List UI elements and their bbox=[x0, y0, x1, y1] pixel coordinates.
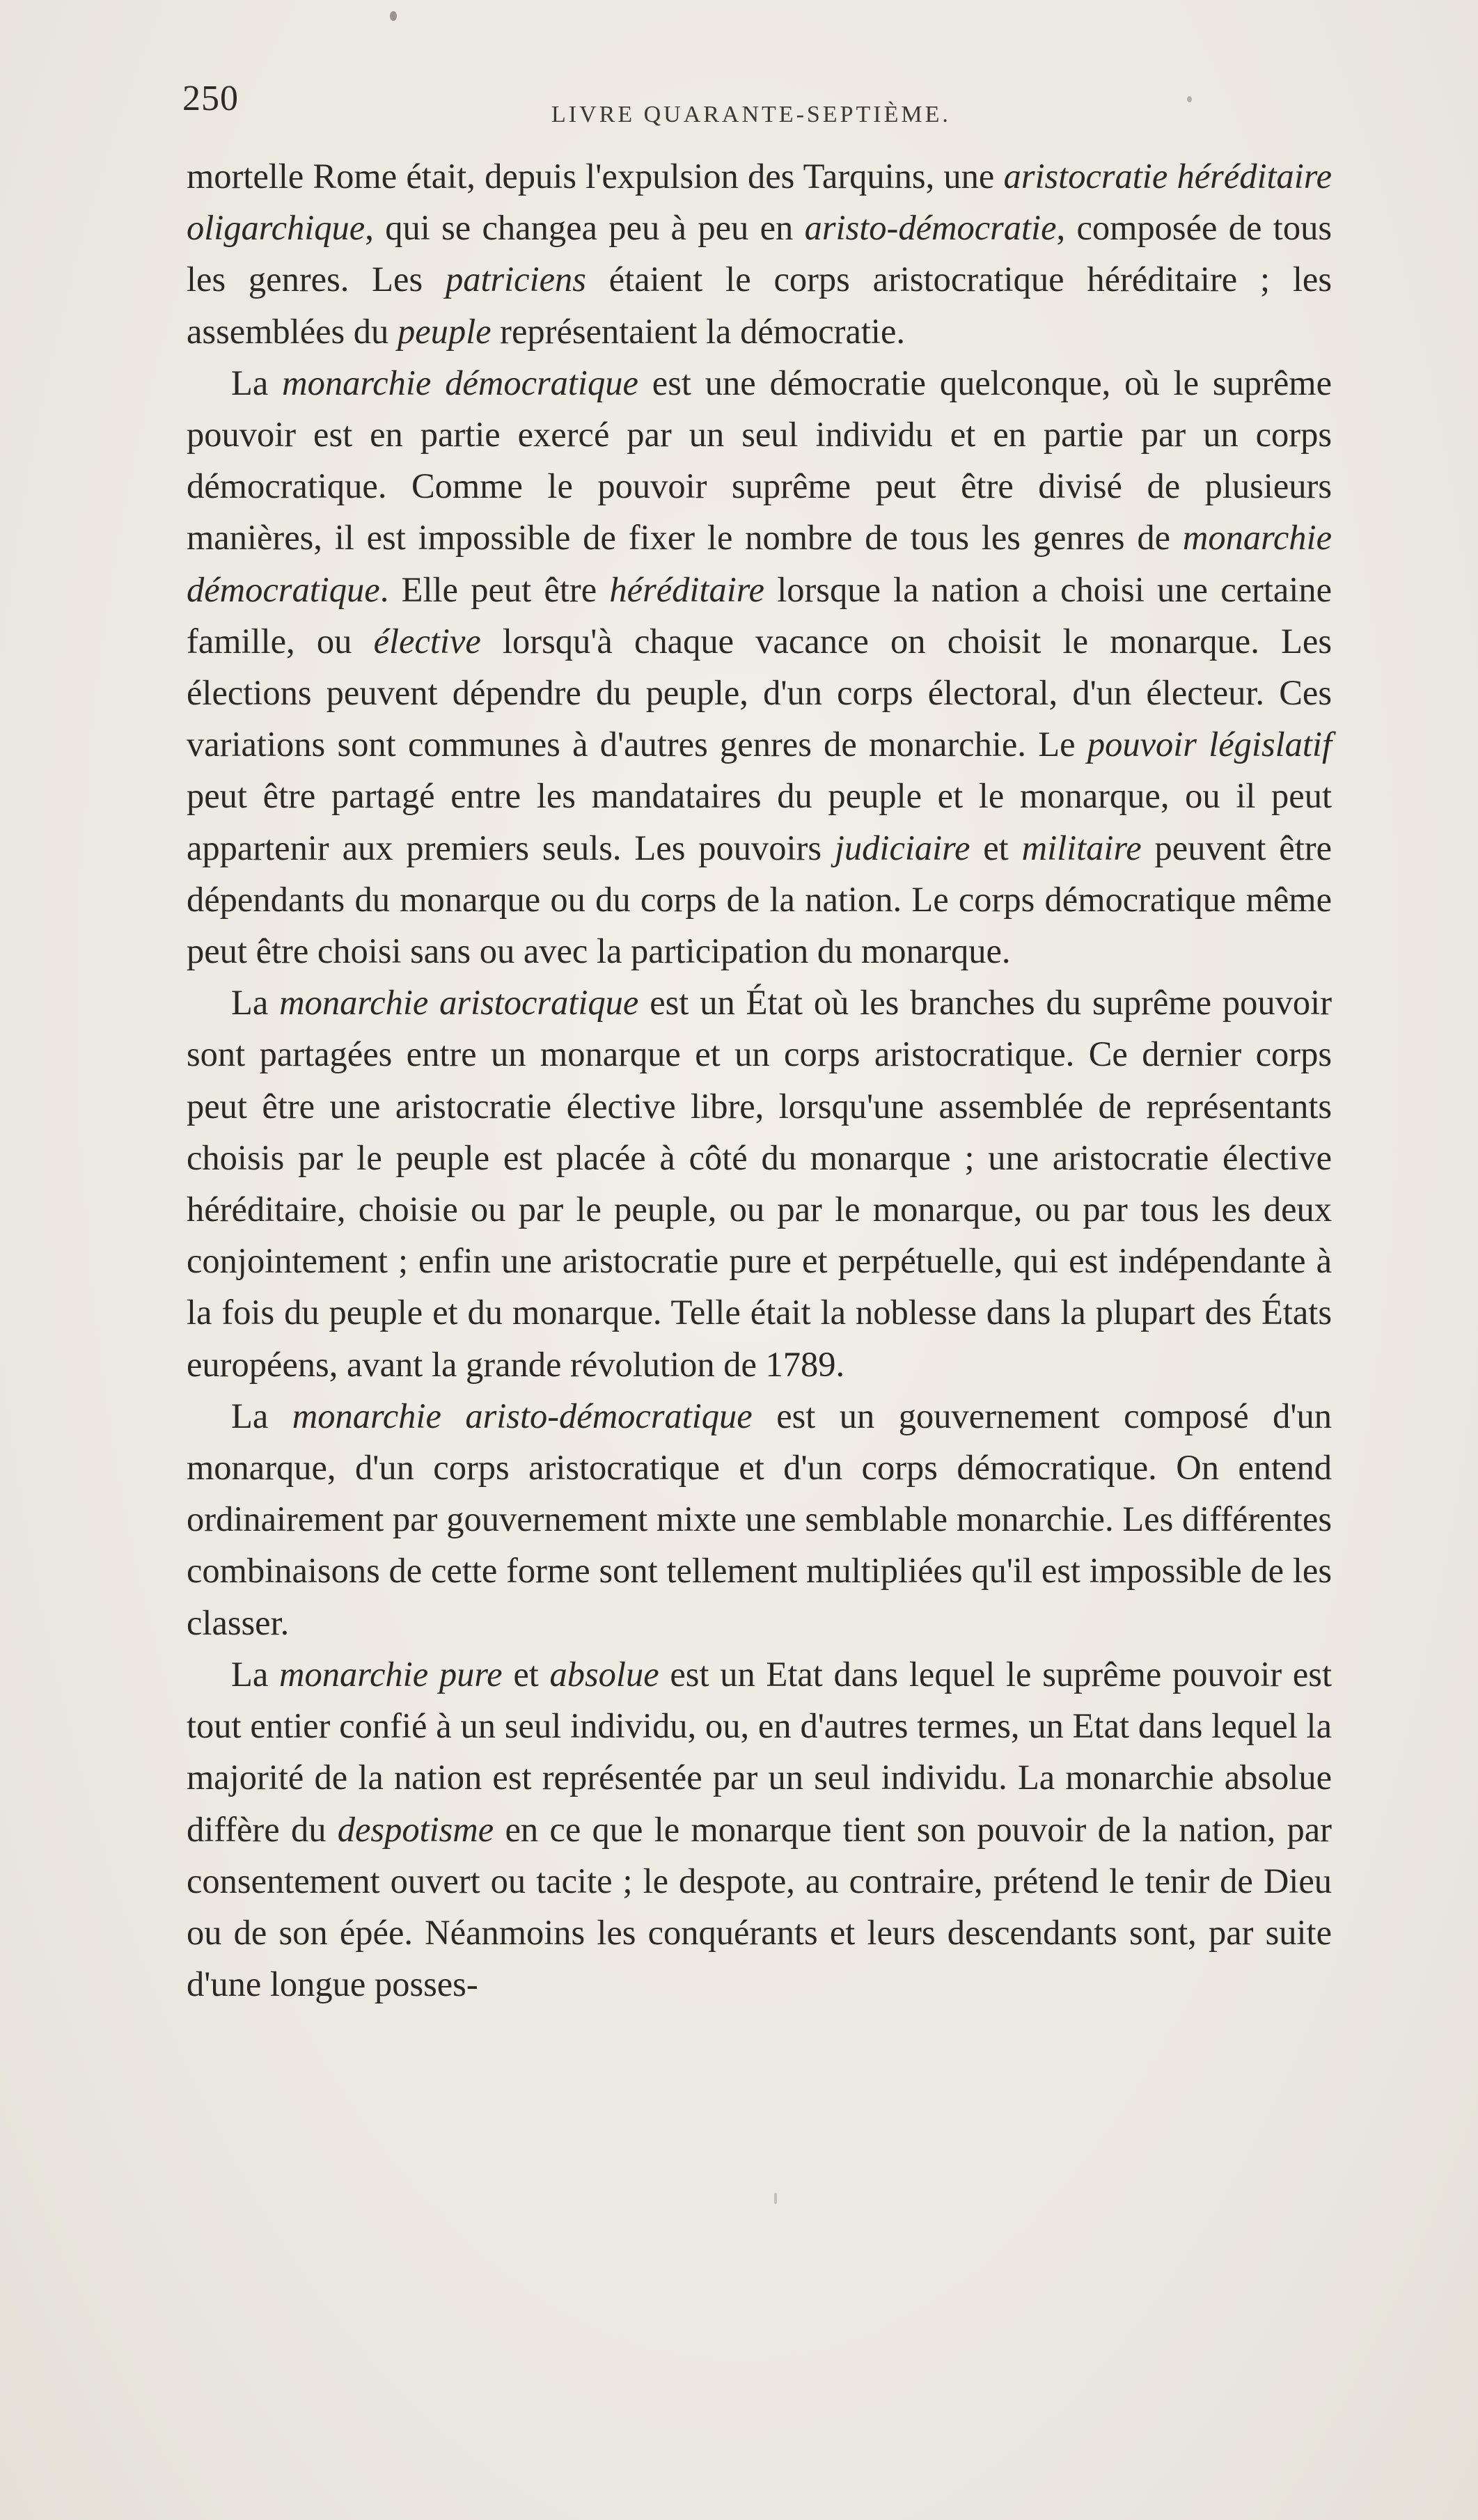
paragraph bbox=[187, 1648, 1332, 2010]
italic-term: monarchie aristo-démocratique bbox=[292, 1396, 753, 1435]
italic-term: monarchie démocratique bbox=[187, 518, 1332, 609]
paper-speck bbox=[390, 11, 397, 21]
italic-term: monarchie pure bbox=[279, 1654, 503, 1694]
italic-term: peuple bbox=[397, 311, 492, 351]
text-run: et bbox=[502, 1654, 550, 1694]
text-run: La bbox=[231, 1396, 292, 1435]
text-run: mortelle Rome était, depuis l'expulsion des Tarquins, une bbox=[187, 157, 1004, 196]
italic-term: élective bbox=[373, 621, 481, 661]
text-run: La bbox=[231, 983, 280, 1023]
italic-term: monarchie aristocratique bbox=[279, 983, 639, 1023]
text-run: étaient le corps aristocratique héréditaire ; les assemblées du bbox=[187, 260, 1332, 351]
text-run: est un État où les branches du suprême pouvoir sont partagées entre un monarque et un corps aristocratique. Ce dernier corps peut être une aristocratie élective libre, lorsqu'une assemblée de représentants choisis par le peuple est placée à côté du monarque ; une aristocratie élective héréditaire, choisie ou par le peuple, ou par le monarque, ou par tous les deux conjointement ; enfin une aristocratie pure et perpétuelle, qui est indépendante à la fois du peuple et du monarque. Telle était la noblesse dans la plupart des États européens, avant la grande révolution de 1789. bbox=[187, 983, 1332, 1384]
text-run: La bbox=[231, 363, 283, 402]
italic-term: monarchie démocratique bbox=[282, 363, 638, 402]
paragraph bbox=[187, 150, 1332, 357]
text-run: et bbox=[970, 828, 1022, 867]
text-run: lorsque la nation a choisi une certaine famille, ou bbox=[187, 569, 1332, 661]
italic-term: aristocratie héréditaire oligarchique bbox=[187, 157, 1332, 248]
body-text bbox=[187, 150, 1332, 2010]
text-run: est un Etat dans lequel le suprême pouvoir est tout entier confié à un seul individu, ou, en d'autres termes, un Etat dans lequel la majorité de la nation est représentée par un seul individu. La monarchie absolue diffère du bbox=[187, 1654, 1332, 1849]
text-run: . Elle peut être bbox=[379, 569, 610, 609]
italic-term: aristo-démocratie bbox=[804, 208, 1057, 248]
italic-term: judiciaire bbox=[834, 828, 970, 867]
text-run: peuvent être dépendants du monarque ou du corps de la nation. Le corps démocratique même peut être choisi sans ou avec la participation du monarque. bbox=[187, 828, 1332, 971]
italic-term: militaire bbox=[1021, 828, 1142, 867]
text-run: , qui se changea peu à peu en bbox=[365, 208, 805, 248]
text-run: est un gouvernement composé d'un monarque, d'un corps aristocratique et d'un corps démocratique. On entend ordinairement par gouvernement mixte une semblable monarchie. Les différentes combinaisons de cette forme sont tellement multipliées qu'il est impossible de les classer. bbox=[187, 1396, 1332, 1642]
italic-term: despotisme bbox=[337, 1809, 494, 1849]
text-run: en ce que le monarque tient son pouvoir de la nation, par consentement ouvert ou tacite ; le despote, au contraire, prétend le tenir de Dieu ou de son épée. Néanmoins les conquérants et leurs descendants sont, par suite d'une longue posses- bbox=[187, 1809, 1332, 2004]
paragraph bbox=[187, 357, 1332, 977]
text-run: , composée de tous les genres. Les bbox=[187, 208, 1332, 299]
paragraph bbox=[187, 977, 1332, 1390]
text-run: La bbox=[231, 1654, 280, 1694]
text-run: est une démocratie quelconque, où le suprême pouvoir est en partie exercé par un seul individu et en partie par un corps démocratique. Comme le pouvoir suprême peut être divisé de plusieurs manières, il est impossible de fixer le nombre de tous les genres de bbox=[187, 363, 1332, 558]
italic-term: patriciens bbox=[445, 260, 586, 299]
paper-speck bbox=[774, 2193, 777, 2204]
running-title: LIVRE QUARANTE-SEPTIÈME. bbox=[551, 102, 951, 127]
italic-term: absolue bbox=[549, 1654, 659, 1694]
paragraph bbox=[187, 1390, 1332, 1648]
text-run: représentaient la démocratie. bbox=[491, 311, 906, 351]
running-header bbox=[182, 78, 1331, 134]
page-number: 250 bbox=[182, 79, 239, 118]
text-run: lorsqu'à chaque vacance on choisit le monarque. Les élections peuvent dépendre du peuple, d'un corps électoral, d'un électeur. Ces variations sont communes à d'autres genres de monarchie. Le bbox=[187, 621, 1332, 764]
italic-term: pouvoir législatif bbox=[1087, 725, 1332, 764]
text-run: peut être partagé entre les mandataires du peuple et le monarque, ou il peut appartenir aux premiers seuls. Les pouvoirs bbox=[187, 776, 1332, 867]
italic-term: héréditaire bbox=[609, 569, 764, 609]
